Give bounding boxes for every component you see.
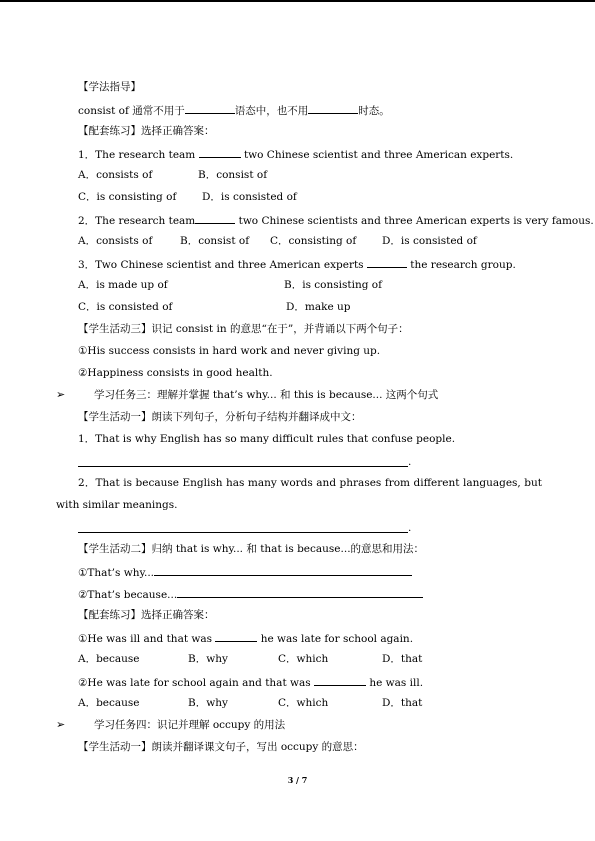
option-b[interactable]: B．why [188,653,228,665]
option-b[interactable]: B．why [188,697,228,709]
answer-period: . [408,522,412,534]
option-d[interactable]: D．is consisted of [382,235,477,247]
option-d[interactable]: D．make up [286,301,351,313]
option-a[interactable]: A．consists of [78,235,153,247]
fill-blank[interactable] [195,212,235,224]
top-rule [0,0,595,2]
answer-line[interactable] [78,466,408,467]
option-c[interactable]: C．consisting of [270,235,357,247]
option-b[interactable]: B．consist of [180,235,250,247]
fill-blank[interactable] [154,564,412,576]
answer-line[interactable] [78,532,408,533]
option-c[interactable]: C．is consisted of [78,301,173,313]
option-d[interactable]: D．that [382,697,423,709]
fill-blank[interactable] [308,102,358,114]
answer-period: . [408,456,412,468]
fill-blank[interactable] [367,256,407,268]
option-c[interactable]: C．is consisting of [78,191,177,203]
fill-blank[interactable] [215,630,257,642]
option-c[interactable]: C．which [278,697,329,709]
option-a[interactable]: A．consists of [78,169,153,181]
option-a[interactable]: A．is made up of [78,279,168,291]
option-b[interactable]: B．is consisting of [284,279,383,291]
fill-blank[interactable] [199,146,241,158]
option-a[interactable]: A．because [78,653,140,665]
page-number: 3 / 7 [287,775,308,785]
arrow-bullet-icon: ➢ [56,388,66,401]
option-b[interactable]: B．consist of [198,169,268,181]
option-a[interactable]: A．because [78,697,140,709]
arrow-bullet-icon: ➢ [56,718,66,731]
option-c[interactable]: C．which [278,653,329,665]
option-d[interactable]: D．that [382,653,423,665]
option-d[interactable]: D．is consisted of [202,191,297,203]
fill-blank[interactable] [185,102,235,114]
fill-blank[interactable] [177,586,423,598]
fill-blank[interactable] [314,674,366,686]
translate-sentence-2: 2．That is because English has many words and phrases from different languages, but with similar meanings. [56,477,542,511]
